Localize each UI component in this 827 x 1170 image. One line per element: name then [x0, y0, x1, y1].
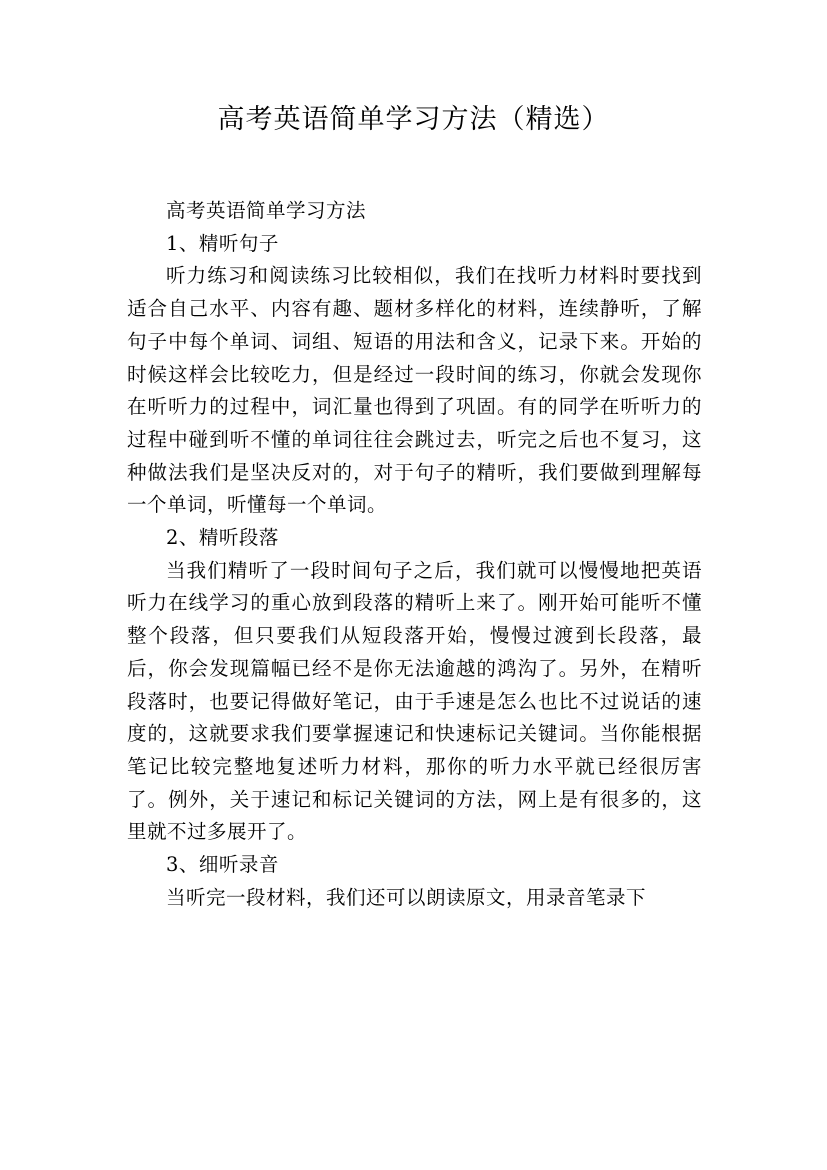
section-heading-1: 1、精听句子 — [166, 231, 279, 255]
section-heading-3: 3、细听录音 — [166, 853, 279, 877]
section-paragraph-3: 当听完一段材料，我们还可以朗读原文，用录音笔录下 — [166, 885, 647, 909]
document-subtitle: 高考英语简单学习方法 — [166, 199, 367, 222]
section-paragraph-2: 当我们精听了一段时间句子之后，我们就可以慢慢地把英语听力在线学习的重心放到段落的精听上来了。刚开始可能听不懂整个段落，但只要我们从短段落开始，慢慢过渡到长段落，最后，你会发现篇幅已经不是你无法逾越的鸿沟了。另外，在精听段落时，也要记得做好笔记，由于手速是怎么也比不过说话的速度的，这就要求我们要掌握速记和快速标记关键词。当你能根据笔记比较完整地复述听力材料，那你的听力水平就已经很厉害了。例外，关于速记和标记关键词的方法，网上是有很多的，这里就不过多展开了。 — [127, 558, 702, 844]
section-heading-2: 2、精听段落 — [166, 526, 279, 550]
document-body — [127, 195, 702, 914]
section-paragraph-1: 听力练习和阅读练习比较相似，我们在找听力材料时要找到适合自己水平、内容有趣、题材多样化的材料，连续静听，了解句子中每个单词、词组、短语的用法和含义，记录下来。开始的时候这样会比较吃力，但是经过一段时间的练习，你就会发现你在听听力的过程中，词汇量也得到了巩固。有的同学在听听力的过程中碰到听不懂的单词往往会跳过去，听完之后也不复习，这种做法我们是坚决反对的，对于句子的精听，我们要做到理解每一个单词，听懂每一个单词。 — [127, 264, 702, 517]
document-title: 高考英语简单学习方法（精选） — [217, 104, 610, 135]
